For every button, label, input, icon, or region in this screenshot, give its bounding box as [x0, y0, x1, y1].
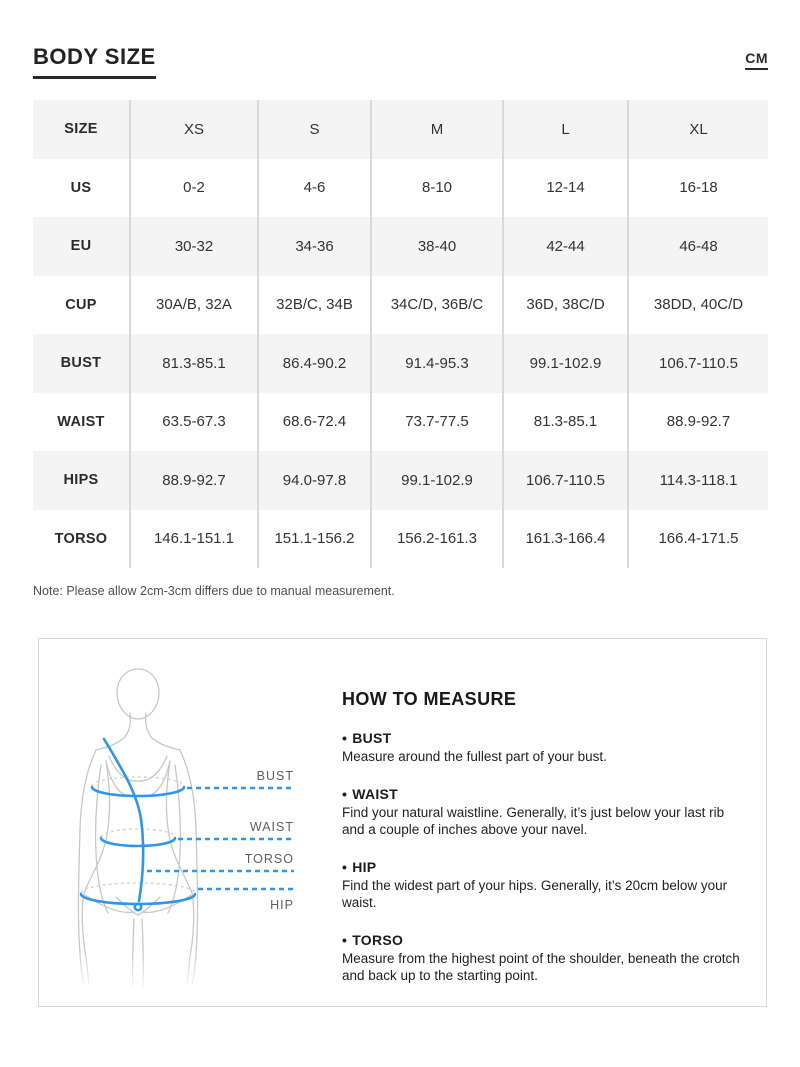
guide-term-label: BUST	[352, 730, 392, 746]
bullet-icon: •	[342, 785, 348, 802]
table-cell: 106.7-110.5	[659, 354, 738, 372]
column-header: XS	[130, 100, 258, 159]
table-cell: 36D, 38C/D	[503, 276, 628, 335]
row-label: TORSO	[33, 510, 130, 569]
table-cell: 166.4-171.5	[658, 530, 739, 548]
table-cell: 151.1-156.2	[258, 510, 371, 569]
guide-term-label: WAIST	[352, 785, 399, 802]
table-cell: 106.7-110.5	[503, 451, 628, 510]
bullet-icon: •	[342, 858, 348, 875]
body-measurement-diagram	[54, 649, 324, 994]
table-header-row	[33, 100, 768, 159]
table-cell: 34C/D, 36B/C	[371, 276, 503, 335]
column-header: XL	[689, 120, 708, 138]
measure-guide-heading: HOW TO MEASURE	[342, 689, 517, 709]
figure-outline	[78, 669, 197, 987]
guide-description: Find your natural waistline. Generally, it’s just below your last rib and a couple of inches above your navel.	[342, 804, 725, 837]
table-cell: 73.7-77.5	[371, 393, 503, 452]
table-cell: 94.0-97.8	[258, 451, 371, 510]
table-cell: 88.9-92.7	[130, 451, 258, 510]
guide-description: Find the widest part of your hips. Generally, it’s 20cm below your waist.	[342, 877, 728, 910]
table-row-eu	[33, 217, 768, 276]
table-cell: 156.2-161.3	[371, 510, 503, 569]
measure-guide	[342, 689, 750, 985]
table-row-bust	[33, 334, 768, 393]
table-cell: 68.6-72.4	[258, 393, 371, 452]
guide-term	[342, 729, 750, 747]
unit-toggle-cm[interactable]: CM	[745, 50, 768, 70]
table-cell: 0-2	[130, 159, 258, 218]
bust-line	[92, 787, 184, 796]
diagram-label-bust: BUST	[256, 769, 294, 783]
size-table	[33, 100, 768, 568]
guide-term	[342, 858, 750, 876]
column-header: M	[371, 100, 503, 159]
how-to-measure-section	[38, 638, 767, 1007]
diagram-label-waist: WAIST	[249, 820, 294, 834]
guide-term	[342, 931, 750, 949]
guide-item-bust	[342, 729, 750, 766]
measure-lines	[81, 739, 195, 910]
table-cell: 161.3-166.4	[503, 510, 628, 569]
leader-lines	[147, 788, 294, 889]
table-cell: 114.3-118.1	[659, 471, 738, 489]
guide-description: Measure around the fullest part of your bust.	[342, 749, 607, 764]
column-header: L	[503, 100, 628, 159]
table-row-hips	[33, 451, 768, 510]
table-cell: 16-18	[679, 179, 718, 197]
table-cell: 81.3-85.1	[503, 393, 628, 452]
figure-fade-overlay	[54, 947, 324, 994]
table-cell: 63.5-67.3	[130, 393, 258, 452]
table-cell: 8-10	[371, 159, 503, 218]
row-label: EU	[33, 217, 130, 276]
table-cell: 34-36	[258, 217, 371, 276]
table-row-torso	[33, 510, 768, 569]
row-label: WAIST	[33, 393, 130, 452]
measurement-note: Note: Please allow 2cm-3cm differs due to manual measurement.	[33, 584, 395, 598]
table-cell: 81.3-85.1	[130, 334, 258, 393]
table-cell: 12-14	[503, 159, 628, 218]
guide-item-torso	[342, 931, 750, 985]
guide-term-label: TORSO	[352, 931, 404, 948]
guide-item-waist	[342, 785, 750, 839]
row-label: CUP	[33, 276, 130, 335]
guide-term-label: HIP	[352, 858, 377, 875]
table-row-us	[33, 159, 768, 218]
table-row-cup	[33, 276, 768, 335]
column-header: S	[258, 100, 371, 159]
table-cell: 38DD, 40C/D	[653, 296, 744, 314]
bullet-icon: •	[342, 730, 348, 746]
page-title: BODY SIZE	[33, 44, 156, 79]
diagram-label-hip: HIP	[270, 898, 294, 912]
table-cell: 99.1-102.9	[371, 451, 503, 510]
table-cell: 91.4-95.3	[371, 334, 503, 393]
table-cell: 88.9-92.7	[666, 413, 731, 431]
table-cell: 99.1-102.9	[503, 334, 628, 393]
column-header: SIZE	[33, 100, 130, 159]
row-label: US	[33, 159, 130, 218]
table-cell: 146.1-151.1	[130, 510, 258, 569]
table-cell: 30A/B, 32A	[130, 276, 258, 335]
bullet-icon: •	[342, 931, 348, 948]
guide-description: Measure from the highest point of the shoulder, beneath the crotch and back up to the starting point.	[342, 950, 740, 983]
row-label: HIPS	[33, 451, 130, 510]
row-label: BUST	[33, 334, 130, 393]
table-cell: 30-32	[130, 217, 258, 276]
diagram-label-torso: TORSO	[244, 852, 294, 866]
torso-line	[104, 739, 143, 901]
torso-line-end-loop	[135, 904, 141, 910]
guide-term	[342, 785, 750, 803]
guide-item-hip	[342, 858, 750, 912]
table-cell: 32B/C, 34B	[258, 276, 371, 335]
waist-line	[101, 838, 175, 846]
table-cell: 86.4-90.2	[258, 334, 371, 393]
table-row-waist	[33, 393, 768, 452]
table-cell: 42-44	[503, 217, 628, 276]
table-cell: 38-40	[371, 217, 503, 276]
table-cell: 4-6	[258, 159, 371, 218]
table-cell: 46-48	[679, 237, 718, 255]
